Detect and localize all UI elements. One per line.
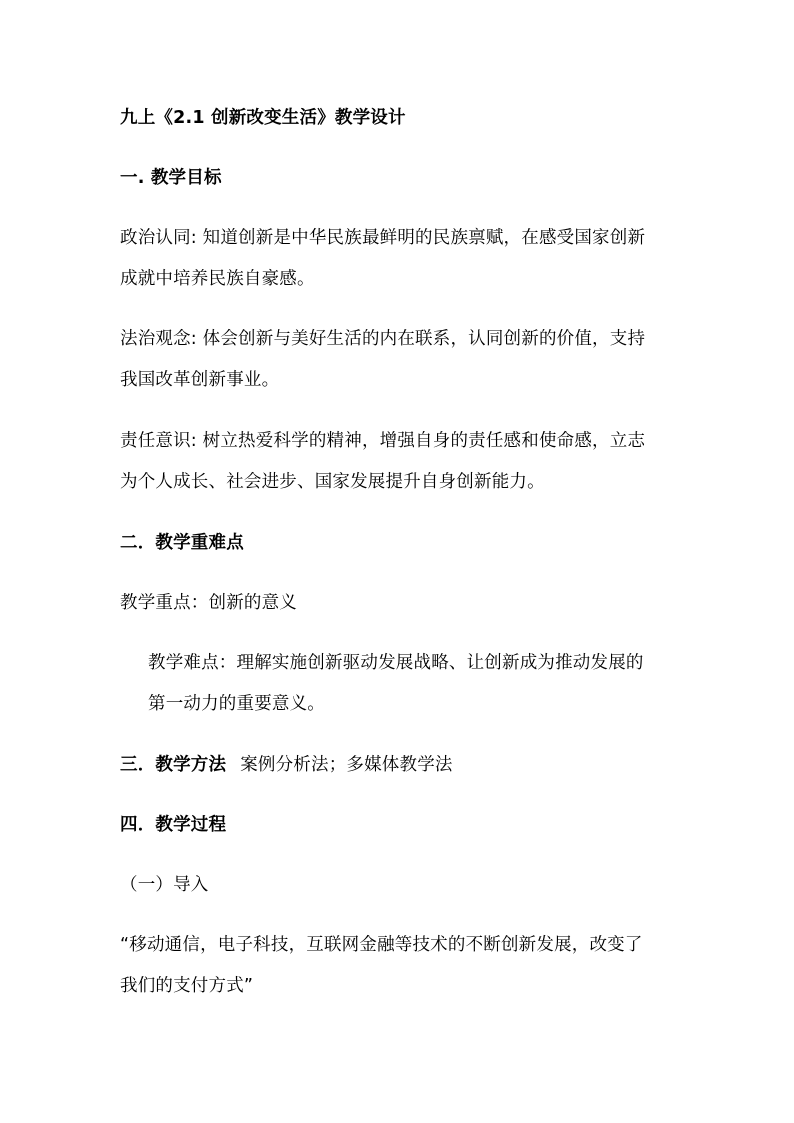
goal-political-line1: 政治认同: 知道创新是中华民族最鲜明的民族禀赋，在感受国家创新: [120, 228, 646, 248]
section-heading-process: 四．教学过程: [120, 815, 227, 835]
goal-responsibility-line1: 责任意识: 树立热爱科学的精神，增强自身的责任感和使命感，立志: [120, 431, 646, 451]
difficulty-line2: 第一动力的重要意义。: [148, 694, 325, 714]
difficulty-line1: 教学难点：理解实施创新驱动发展战略、让创新成为推动发展的: [148, 653, 644, 673]
goal-responsibility-line2: 为个人成长、社会进步、国家发展提升自身创新能力。: [120, 472, 545, 492]
goal-law-line2: 我国改革创新事业。: [120, 370, 280, 390]
section-methods-row: [120, 754, 453, 776]
methods-text: 案例分析法；多媒体教学法: [240, 755, 453, 775]
document-title: 九上《2.1 创新改变生活》教学设计: [120, 108, 406, 128]
intro-quote-line1: “移动通信，电子科技，互联网金融等技术的不断创新发展，改变了: [120, 935, 643, 955]
goal-political-line2: 成就中培养民族自豪感。: [120, 269, 315, 289]
section-heading-methods: 三．教学方法: [120, 755, 227, 775]
intro-quote-line2: 我们的支付方式”: [120, 976, 254, 996]
section-heading-key-points: 二．教学重难点: [120, 533, 244, 553]
subsection-intro-heading: （一）导入: [120, 875, 209, 895]
section-heading-goals: 一. 教学目标: [120, 168, 222, 188]
key-point-text: 教学重点：创新的意义: [120, 593, 297, 613]
goal-law-line1: 法治观念: 体会创新与美好生活的内在联系，认同创新的价值，支持: [120, 329, 646, 349]
